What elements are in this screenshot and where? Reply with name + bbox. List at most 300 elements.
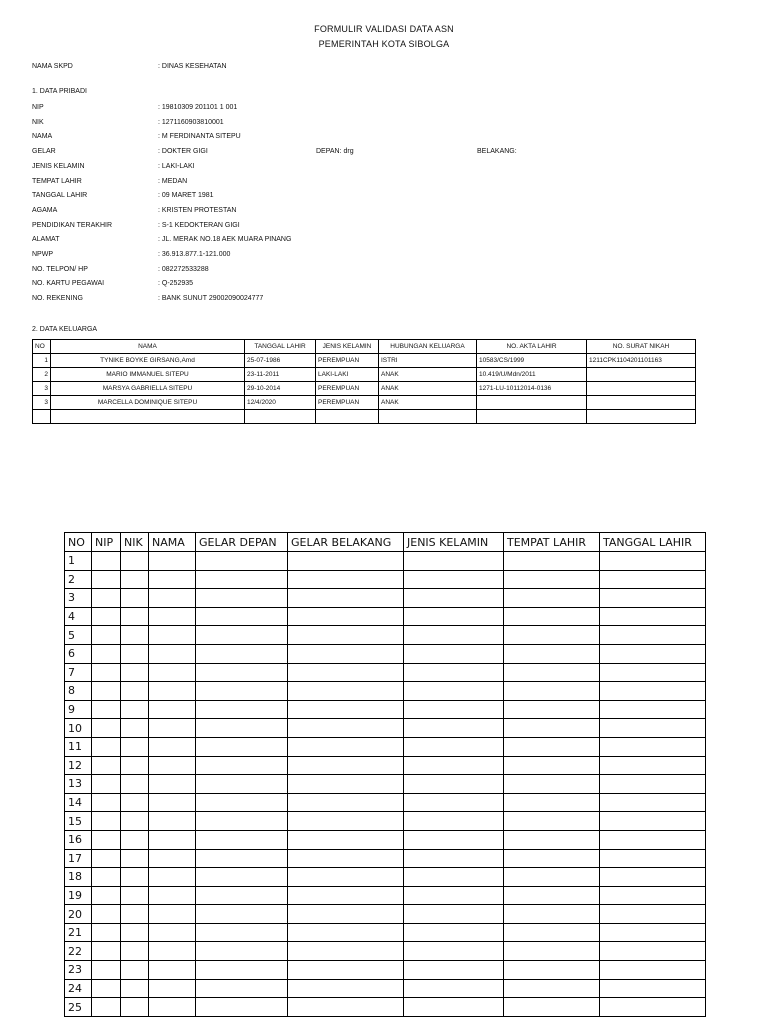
asn-cell[interactable]: [92, 868, 121, 887]
family-cell: [477, 410, 587, 424]
family-cell: PEREMPUAN: [316, 382, 379, 396]
asn-cell[interactable]: [288, 849, 404, 868]
asn-cell[interactable]: [600, 775, 706, 794]
asn-cell[interactable]: [600, 626, 706, 645]
family-cell: 10.419/U/Mdn/2011: [477, 368, 587, 382]
asn-cell[interactable]: [196, 793, 288, 812]
asn-cell[interactable]: [600, 923, 706, 942]
asn-cell[interactable]: [600, 812, 706, 831]
asn-cell[interactable]: [196, 998, 288, 1017]
asn-row: [65, 905, 706, 924]
asn-cell[interactable]: [404, 923, 504, 942]
asn-cell[interactable]: [149, 830, 196, 849]
personal-value: : M FERDINANTA SITEPU: [158, 133, 241, 141]
asn-cell[interactable]: [288, 886, 404, 905]
asn-cell[interactable]: [196, 979, 288, 998]
asn-cell[interactable]: [404, 979, 504, 998]
asn-header-cell: TANGGAL LAHIR: [600, 533, 706, 552]
asn-row-number: 12: [65, 756, 92, 775]
asn-cell[interactable]: [404, 663, 504, 682]
asn-cell[interactable]: [92, 570, 121, 589]
asn-cell[interactable]: [149, 793, 196, 812]
asn-cell[interactable]: [404, 775, 504, 794]
asn-cell[interactable]: [404, 552, 504, 571]
asn-header-cell: JENIS KELAMIN: [404, 533, 504, 552]
asn-row-number: 4: [65, 607, 92, 626]
asn-cell[interactable]: [504, 812, 600, 831]
family-header-cell: HUBUNGAN KELUARGA: [379, 340, 477, 354]
asn-cell[interactable]: [149, 607, 196, 626]
asn-cell[interactable]: [121, 961, 149, 980]
asn-row-number: 6: [65, 644, 92, 663]
asn-cell[interactable]: [404, 570, 504, 589]
asn-header-cell: NAMA: [149, 533, 196, 552]
asn-row-number: 14: [65, 793, 92, 812]
asn-cell[interactable]: [92, 626, 121, 645]
family-cell: 1271-LU-10112014-0136: [477, 382, 587, 396]
asn-cell[interactable]: [288, 663, 404, 682]
asn-cell[interactable]: [288, 589, 404, 608]
asn-cell[interactable]: [504, 830, 600, 849]
family-cell: [245, 410, 316, 424]
asn-cell[interactable]: [600, 905, 706, 924]
asn-table-header: [65, 533, 706, 552]
asn-cell[interactable]: [121, 942, 149, 961]
asn-cell[interactable]: [600, 682, 706, 701]
asn-cell[interactable]: [288, 998, 404, 1017]
asn-row: [65, 607, 706, 626]
family-cell: 29-10-2014: [245, 382, 316, 396]
asn-cell[interactable]: [404, 626, 504, 645]
asn-cell[interactable]: [288, 700, 404, 719]
asn-cell[interactable]: [92, 756, 121, 775]
asn-cell[interactable]: [92, 979, 121, 998]
asn-cell[interactable]: [196, 812, 288, 831]
asn-cell[interactable]: [196, 663, 288, 682]
asn-row: [65, 998, 706, 1017]
asn-cell[interactable]: [196, 942, 288, 961]
family-cell: [477, 396, 587, 410]
asn-cell[interactable]: [504, 942, 600, 961]
asn-cell[interactable]: [504, 793, 600, 812]
asn-cell[interactable]: [504, 868, 600, 887]
asn-cell[interactable]: [196, 719, 288, 738]
asn-cell[interactable]: [404, 812, 504, 831]
asn-row: [65, 961, 706, 980]
asn-cell[interactable]: [404, 700, 504, 719]
asn-header-cell: NIK: [121, 533, 149, 552]
family-header-cell: NO: [33, 340, 51, 354]
family-table: [32, 339, 696, 424]
asn-cell[interactable]: [288, 552, 404, 571]
asn-cell[interactable]: [504, 886, 600, 905]
asn-cell[interactable]: [92, 961, 121, 980]
personal-value: : DOKTER GIGI: [158, 148, 208, 156]
asn-cell[interactable]: [600, 961, 706, 980]
asn-cell[interactable]: [288, 570, 404, 589]
asn-cell[interactable]: [404, 682, 504, 701]
asn-cell[interactable]: [121, 552, 149, 571]
asn-cell[interactable]: [600, 830, 706, 849]
asn-cell[interactable]: [600, 942, 706, 961]
personal-label: NIP: [32, 104, 44, 111]
personal-value: : S-1 KEDOKTERAN GIGI: [158, 221, 240, 229]
asn-cell[interactable]: [288, 607, 404, 626]
asn-cell[interactable]: [600, 552, 706, 571]
asn-cell[interactable]: [504, 849, 600, 868]
asn-cell[interactable]: [196, 886, 288, 905]
asn-cell[interactable]: [504, 737, 600, 756]
asn-cell[interactable]: [504, 607, 600, 626]
asn-cell[interactable]: [600, 719, 706, 738]
asn-table: [64, 532, 706, 1017]
asn-cell[interactable]: [288, 756, 404, 775]
asn-row: [65, 886, 706, 905]
asn-cell[interactable]: [504, 979, 600, 998]
asn-cell[interactable]: [149, 552, 196, 571]
personal-value: : 1271160903810001: [158, 118, 224, 126]
family-cell: [587, 368, 696, 382]
asn-cell[interactable]: [121, 756, 149, 775]
asn-row: [65, 737, 706, 756]
asn-cell[interactable]: [196, 830, 288, 849]
asn-cell[interactable]: [121, 626, 149, 645]
family-cell: [587, 396, 696, 410]
asn-cell[interactable]: [92, 812, 121, 831]
family-cell: PEREMPUAN: [316, 396, 379, 410]
asn-cell[interactable]: [92, 589, 121, 608]
asn-cell[interactable]: [404, 868, 504, 887]
asn-cell[interactable]: [196, 849, 288, 868]
asn-cell[interactable]: [504, 589, 600, 608]
asn-cell[interactable]: [288, 737, 404, 756]
asn-cell[interactable]: [404, 961, 504, 980]
asn-cell[interactable]: [504, 923, 600, 942]
asn-cell[interactable]: [288, 793, 404, 812]
personal-value: : BANK SUNUT 29002090024777: [158, 295, 264, 303]
asn-cell[interactable]: [121, 868, 149, 887]
family-cell: 1211CPK1104201101163: [587, 354, 696, 368]
asn-cell[interactable]: [149, 682, 196, 701]
asn-cell[interactable]: [92, 700, 121, 719]
asn-row: [65, 812, 706, 831]
asn-cell[interactable]: [121, 775, 149, 794]
asn-cell[interactable]: [404, 737, 504, 756]
asn-cell[interactable]: [121, 793, 149, 812]
asn-cell[interactable]: [149, 644, 196, 663]
asn-cell[interactable]: [196, 737, 288, 756]
family-header-cell: NAMA: [51, 340, 245, 354]
asn-cell[interactable]: [600, 849, 706, 868]
asn-cell[interactable]: [149, 626, 196, 645]
asn-cell[interactable]: [404, 849, 504, 868]
personal-label: PENDIDIKAN TERAKHIR: [32, 221, 112, 229]
asn-cell[interactable]: [121, 812, 149, 831]
family-row: [33, 410, 696, 424]
asn-cell[interactable]: [196, 626, 288, 645]
asn-cell[interactable]: [404, 886, 504, 905]
asn-header-cell: GELAR BELAKANG: [288, 533, 404, 552]
personal-label: NAMA: [32, 133, 53, 141]
asn-row: [65, 942, 706, 961]
asn-cell[interactable]: [288, 626, 404, 645]
asn-cell[interactable]: [600, 663, 706, 682]
asn-cell[interactable]: [121, 644, 149, 663]
asn-cell[interactable]: [92, 942, 121, 961]
asn-row: [65, 775, 706, 794]
asn-row-number: 18: [65, 868, 92, 887]
asn-row-number: 5: [65, 626, 92, 645]
asn-row: [65, 923, 706, 942]
asn-cell[interactable]: [600, 886, 706, 905]
asn-cell[interactable]: [288, 682, 404, 701]
asn-cell[interactable]: [288, 923, 404, 942]
asn-row-number: 17: [65, 849, 92, 868]
asn-row-number: 13: [65, 775, 92, 794]
asn-row-number: 3: [65, 589, 92, 608]
asn-cell[interactable]: [404, 589, 504, 608]
personal-label: JENIS KELAMIN: [32, 162, 85, 170]
asn-cell[interactable]: [504, 905, 600, 924]
asn-cell[interactable]: [404, 756, 504, 775]
asn-cell[interactable]: [196, 700, 288, 719]
family-cell: MARCELLA DOMINIQUE SITEPU: [51, 396, 245, 410]
asn-cell[interactable]: [92, 775, 121, 794]
asn-cell[interactable]: [196, 756, 288, 775]
asn-cell[interactable]: [92, 886, 121, 905]
asn-cell[interactable]: [504, 719, 600, 738]
family-cell: ISTRI: [379, 354, 477, 368]
asn-row: [65, 719, 706, 738]
asn-cell[interactable]: [149, 905, 196, 924]
asn-cell[interactable]: [288, 719, 404, 738]
asn-cell[interactable]: [288, 942, 404, 961]
family-cell: [587, 410, 696, 424]
asn-cell[interactable]: [504, 700, 600, 719]
family-cell: 3: [33, 396, 51, 410]
asn-row-number: 1: [65, 552, 92, 571]
asn-cell[interactable]: [149, 961, 196, 980]
asn-cell[interactable]: [149, 719, 196, 738]
personal-value: : 19810309 201101 1 001: [158, 104, 238, 111]
asn-cell[interactable]: [149, 998, 196, 1017]
asn-cell[interactable]: [149, 812, 196, 831]
asn-cell[interactable]: [121, 589, 149, 608]
family-table-header: [33, 340, 696, 354]
asn-cell[interactable]: [600, 998, 706, 1017]
asn-cell[interactable]: [504, 570, 600, 589]
asn-cell[interactable]: [121, 923, 149, 942]
family-cell: [316, 410, 379, 424]
asn-cell[interactable]: [288, 644, 404, 663]
asn-cell[interactable]: [149, 979, 196, 998]
asn-cell[interactable]: [121, 998, 149, 1017]
asn-cell[interactable]: [196, 607, 288, 626]
asn-cell[interactable]: [121, 700, 149, 719]
asn-cell[interactable]: [92, 719, 121, 738]
personal-label: NO. REKENING: [32, 295, 83, 303]
asn-cell[interactable]: [404, 905, 504, 924]
asn-header-cell: GELAR DEPAN: [196, 533, 288, 552]
asn-cell[interactable]: [121, 570, 149, 589]
asn-cell[interactable]: [404, 998, 504, 1017]
family-cell: ANAK: [379, 368, 477, 382]
asn-row: [65, 868, 706, 887]
asn-cell[interactable]: [600, 756, 706, 775]
asn-cell[interactable]: [288, 905, 404, 924]
asn-cell[interactable]: [504, 626, 600, 645]
family-cell: MARSYA GABRIELLA SITEPU: [51, 382, 245, 396]
asn-cell[interactable]: [121, 682, 149, 701]
asn-cell[interactable]: [121, 663, 149, 682]
asn-cell[interactable]: [404, 607, 504, 626]
personal-label: TANGGAL LAHIR: [32, 192, 88, 200]
asn-row-number: 21: [65, 923, 92, 942]
asn-cell[interactable]: [149, 700, 196, 719]
asn-cell[interactable]: [92, 905, 121, 924]
asn-cell[interactable]: [149, 886, 196, 905]
asn-cell[interactable]: [600, 737, 706, 756]
asn-cell[interactable]: [92, 998, 121, 1017]
asn-cell[interactable]: [288, 812, 404, 831]
asn-cell[interactable]: [504, 756, 600, 775]
asn-cell[interactable]: [92, 552, 121, 571]
asn-cell[interactable]: [600, 607, 706, 626]
asn-cell[interactable]: [121, 886, 149, 905]
asn-row: [65, 849, 706, 868]
asn-cell[interactable]: [92, 923, 121, 942]
asn-cell[interactable]: [504, 552, 600, 571]
family-row: [33, 354, 696, 368]
asn-cell[interactable]: [196, 589, 288, 608]
asn-row: [65, 700, 706, 719]
asn-cell[interactable]: [92, 644, 121, 663]
personal-value: : KRISTEN PROTESTAN: [158, 206, 237, 214]
asn-cell[interactable]: [196, 570, 288, 589]
skpd-label: NAMA SKPD: [32, 63, 73, 70]
asn-cell[interactable]: [288, 830, 404, 849]
family-header-cell: TANGGAL LAHIR: [245, 340, 316, 354]
form-subtitle: PEMERINTAH KOTA SIBOLGA: [318, 39, 450, 49]
asn-cell[interactable]: [404, 793, 504, 812]
family-cell: ANAK: [379, 396, 477, 410]
asn-cell[interactable]: [92, 663, 121, 682]
asn-cell[interactable]: [196, 552, 288, 571]
asn-cell[interactable]: [504, 682, 600, 701]
asn-cell[interactable]: [92, 682, 121, 701]
family-header-cell: NO. SURAT NIKAH: [587, 340, 696, 354]
asn-row-number: 7: [65, 663, 92, 682]
asn-cell[interactable]: [600, 979, 706, 998]
asn-cell[interactable]: [404, 719, 504, 738]
family-header-cell: NO. AKTA LAHIR: [477, 340, 587, 354]
asn-cell[interactable]: [149, 775, 196, 794]
family-cell: 23-11-2011: [245, 368, 316, 382]
asn-cell[interactable]: [92, 793, 121, 812]
asn-cell[interactable]: [121, 607, 149, 626]
asn-cell[interactable]: [149, 570, 196, 589]
personal-value: : 36.913.877.1-121.000: [158, 251, 231, 258]
asn-cell[interactable]: [288, 775, 404, 794]
asn-cell[interactable]: [504, 998, 600, 1017]
asn-row-number: 10: [65, 719, 92, 738]
asn-cell[interactable]: [196, 961, 288, 980]
asn-cell[interactable]: [92, 830, 121, 849]
asn-cell[interactable]: [196, 644, 288, 663]
asn-cell[interactable]: [600, 570, 706, 589]
asn-cell[interactable]: [92, 607, 121, 626]
personal-label: NIK: [32, 118, 44, 126]
asn-cell[interactable]: [196, 923, 288, 942]
asn-row: [65, 552, 706, 571]
asn-row-number: 2: [65, 570, 92, 589]
asn-row: [65, 626, 706, 645]
asn-cell[interactable]: [121, 830, 149, 849]
asn-cell[interactable]: [600, 644, 706, 663]
asn-cell[interactable]: [92, 849, 121, 868]
asn-cell[interactable]: [196, 905, 288, 924]
asn-row: [65, 793, 706, 812]
asn-header-cell: NO: [65, 533, 92, 552]
asn-cell[interactable]: [149, 737, 196, 756]
asn-cell[interactable]: [149, 849, 196, 868]
asn-cell[interactable]: [121, 737, 149, 756]
asn-cell[interactable]: [149, 942, 196, 961]
personal-value: : LAKI-LAKI: [158, 162, 195, 170]
asn-cell[interactable]: [121, 979, 149, 998]
asn-cell[interactable]: [149, 756, 196, 775]
asn-row: [65, 663, 706, 682]
asn-cell[interactable]: [149, 868, 196, 887]
asn-cell[interactable]: [196, 682, 288, 701]
asn-cell[interactable]: [288, 961, 404, 980]
asn-cell[interactable]: [404, 830, 504, 849]
personal-label: GELAR: [32, 148, 56, 156]
asn-cell[interactable]: [404, 942, 504, 961]
asn-cell[interactable]: [504, 663, 600, 682]
asn-cell[interactable]: [149, 663, 196, 682]
asn-cell[interactable]: [504, 775, 600, 794]
asn-cell[interactable]: [600, 868, 706, 887]
section-personal-heading: 1. DATA PRIBADI: [32, 88, 87, 95]
asn-cell[interactable]: [504, 961, 600, 980]
asn-cell[interactable]: [149, 923, 196, 942]
asn-cell[interactable]: [196, 868, 288, 887]
personal-value: : 09 MARET 1981: [158, 192, 214, 200]
asn-cell[interactable]: [196, 775, 288, 794]
asn-cell[interactable]: [149, 589, 196, 608]
asn-cell[interactable]: [600, 793, 706, 812]
asn-row-number: 16: [65, 830, 92, 849]
asn-cell[interactable]: [121, 719, 149, 738]
asn-cell[interactable]: [288, 979, 404, 998]
asn-row-number: 19: [65, 886, 92, 905]
asn-row-number: 24: [65, 979, 92, 998]
asn-cell[interactable]: [600, 700, 706, 719]
asn-row: [65, 570, 706, 589]
asn-row-number: 9: [65, 700, 92, 719]
asn-cell[interactable]: [504, 644, 600, 663]
asn-cell[interactable]: [600, 589, 706, 608]
asn-cell[interactable]: [121, 905, 149, 924]
asn-cell[interactable]: [404, 644, 504, 663]
asn-cell[interactable]: [92, 737, 121, 756]
personal-label: NO. TELPON/ HP: [32, 265, 88, 273]
asn-cell[interactable]: [121, 849, 149, 868]
gelar-depan: DEPAN: drg: [316, 148, 354, 155]
asn-cell[interactable]: [288, 868, 404, 887]
personal-value: : MEDAN: [158, 177, 188, 185]
